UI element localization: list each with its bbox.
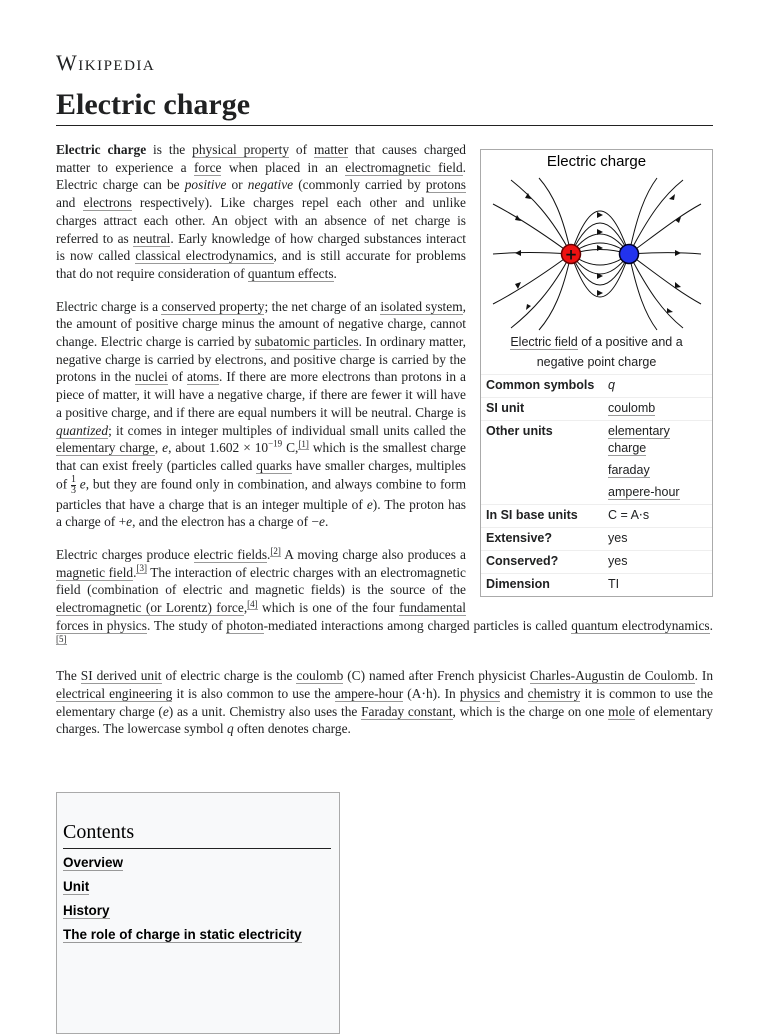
minus-sign: −	[622, 245, 635, 263]
toc-list	[63, 853, 339, 949]
infobox-row	[481, 574, 712, 597]
link-atoms[interactable]: atoms	[186, 369, 219, 385]
link-protons[interactable]: protons	[425, 177, 467, 193]
row-label: Conserved?	[486, 554, 559, 568]
positive-charge	[561, 245, 580, 264]
infobox-row	[481, 528, 712, 551]
infobox-caption: Electric field of a positive and a negative point charge	[510, 335, 683, 369]
electric-field-diagram[interactable]	[491, 176, 703, 332]
link-nuclei[interactable]: nuclei	[135, 369, 168, 385]
paragraph-conservation: Electric charge is a conserved property; the net charge of an isolated system, the amount of positive charge minus the amount of negative charge, cannot change. Electric charge is carried by subatomic particles. In ordinary matter, negative charge is carried by electrons, and positive charge is carried by the protons in the nuclei of atoms. If there are more electrons than protons in a piece of matter, it will have a negative charge, if there are fewer it will have a positive charge, and if there are equal numbers it will be neutral. Charge is quantized; it comes in integer multiples of individual small units called the elementary charge, e, about $1.602 \times 10^{-19}$ C,[1] which is the smallest charge that can exist freely (particles called quarks have smaller charges, multiples of $\frac{1}{3}$ e, but they are found only in combination, and always combine to form particles that have a charge that is an integer multiple of e). The proton has a charge of +e, and the electron has a charge of −e.	[56, 298, 467, 530]
link-conserved-property[interactable]: conserved property	[161, 298, 265, 314]
negative-charge	[619, 245, 638, 264]
row-value: q	[608, 378, 615, 392]
link-fundamental-forces[interactable]: fundamental forces in physics	[56, 600, 466, 633]
plus-sign: +	[564, 245, 577, 264]
link-coulomb[interactable]: coulomb	[608, 401, 656, 415]
link-classical-electrodynamics[interactable]: classical electrodynamics	[135, 248, 274, 264]
infobox-row	[481, 398, 712, 421]
link-elementary-charge[interactable]: elementary charge	[56, 440, 155, 456]
link-chemistry[interactable]: chemistry	[527, 685, 581, 701]
link-mole[interactable]: mole	[608, 703, 635, 719]
link-matter[interactable]: matter	[313, 142, 349, 157]
link-quantum-electrodynamics[interactable]: quantum electrodynamics	[571, 617, 710, 633]
link-coulomb[interactable]: coulomb	[296, 668, 344, 684]
link-lorentz-force[interactable]: electromagnetic (or Lorentz) force	[56, 600, 244, 616]
infobox-row	[481, 551, 712, 574]
link-ampere-hour[interactable]: ampere-hour	[334, 685, 404, 701]
reference-4[interactable]: [4]	[247, 598, 258, 609]
wikipedia-logo[interactable]: Wikipedia	[56, 50, 156, 75]
row-value: yes	[608, 554, 628, 568]
infobox-table	[481, 374, 712, 596]
row-label: Dimension	[486, 577, 550, 591]
toc-item-overview[interactable]: Overview	[63, 855, 124, 870]
row-label: Other units	[486, 424, 553, 438]
infobox-title: Electric charge	[546, 153, 647, 170]
link-faraday-constant[interactable]: Faraday constant	[361, 703, 453, 719]
title-divider	[56, 125, 713, 126]
link-force[interactable]: force	[193, 159, 222, 175]
link-electrons[interactable]: electrons	[83, 195, 132, 211]
link-subatomic-particles[interactable]: subatomic particles	[254, 334, 359, 350]
link-quantum-effects[interactable]: quantum effects	[247, 265, 334, 281]
link-electric-fields[interactable]: electric fields	[193, 547, 268, 563]
link-physics[interactable]: physics	[459, 685, 501, 701]
table-of-contents	[56, 792, 340, 1034]
infobox-row	[481, 375, 712, 398]
paragraph-intro: Electric charge is the physical property of matter that causes charged matter to experience a force when placed in an electromagnetic field. Electric charge can be positive or negative (commonly carried by protons and electrons respectively). Like charges repel each other and unlike charges attract each other. An object with an absence of net charge is referred to as neutral. Early knowledge of how charged substances interact is now called classical electrodynamics, and is still accurate for problems that do not require consideration of quantum effects.	[56, 142, 467, 281]
link-magnetic-field[interactable]: magnetic field	[56, 564, 134, 580]
link-ampere-hour[interactable]: ampere-hour	[608, 485, 680, 499]
link-physical-property[interactable]: physical property	[192, 142, 290, 157]
link-quantized[interactable]: quantized	[56, 422, 109, 438]
caption-link-electric-field[interactable]: Electric field	[510, 335, 578, 349]
infobox-row	[481, 505, 712, 528]
link-isolated-system[interactable]: isolated system	[380, 298, 463, 314]
paragraph-units: The SI derived unit of electric charge is the coulomb (C) named after French physicist Charles-Augustin de Coulomb. In electrical engineering it is also common to use the ampere-hour (A⋅h). In physics and chemistry it is common to use the elementary charge (e) as a unit. Chemistry also uses the Faraday constant, which is the charge on one mole of elementary charges. The lowercase symbol q often denotes charge.	[56, 668, 714, 737]
field-lines	[493, 178, 701, 330]
infobox-row	[481, 421, 712, 505]
reference-1[interactable]: [1]	[298, 438, 309, 449]
article-body	[56, 141, 713, 753]
row-label: In SI base units	[486, 508, 578, 522]
row-value: C = A⋅s	[608, 508, 650, 522]
row-value: yes	[608, 531, 628, 545]
toc-title: Contents	[63, 821, 331, 849]
link-photon[interactable]: photon	[226, 617, 264, 633]
row-label: SI unit	[486, 401, 525, 415]
toc-item-unit[interactable]: Unit	[63, 879, 90, 894]
link-elementary-charge[interactable]: elementary charge	[608, 424, 670, 455]
reference-2[interactable]: [2]	[270, 545, 281, 556]
reference-3[interactable]: [3]	[136, 563, 147, 574]
paragraph-fields: Electric charges produce electric fields.[2] A moving charge also produces a magnetic field.[3] The interaction of electric charges with an electromagnetic field (combination of electric and magnetic fields) is the source of the electromagnetic (or Lorentz) force,[4] which is one of the four fundamental forces in physics. The study of photon-mediated interactions among charged particles is called quantum electrodynamics.[5]	[56, 545, 713, 645]
reference-5[interactable]: [5]	[56, 634, 67, 645]
link-charles-augustin-de-coulomb[interactable]: Charles-Augustin de Coulomb	[529, 668, 695, 684]
row-label: Extensive?	[486, 531, 553, 545]
row-value: TI	[608, 577, 620, 591]
fraction-one-third: $\frac{1}{3}$	[70, 473, 76, 496]
link-si-derived-unit[interactable]: SI derived unit	[80, 668, 162, 684]
link-quarks[interactable]: quarks	[256, 457, 292, 473]
row-label: Common symbols	[486, 378, 595, 392]
link-faraday[interactable]: faraday	[608, 463, 650, 477]
infobox	[480, 149, 713, 597]
link-electrical-engineering[interactable]: electrical engineering	[56, 685, 173, 701]
link-electromagnetic-field[interactable]: electromagnetic field	[345, 159, 463, 175]
link-neutral[interactable]: neutral	[133, 230, 171, 246]
page-title: Electric charge	[56, 88, 251, 121]
toc-item-history[interactable]: History	[63, 903, 110, 918]
toc-item-static-electricity[interactable]: The role of charge in static electricity	[63, 927, 302, 942]
